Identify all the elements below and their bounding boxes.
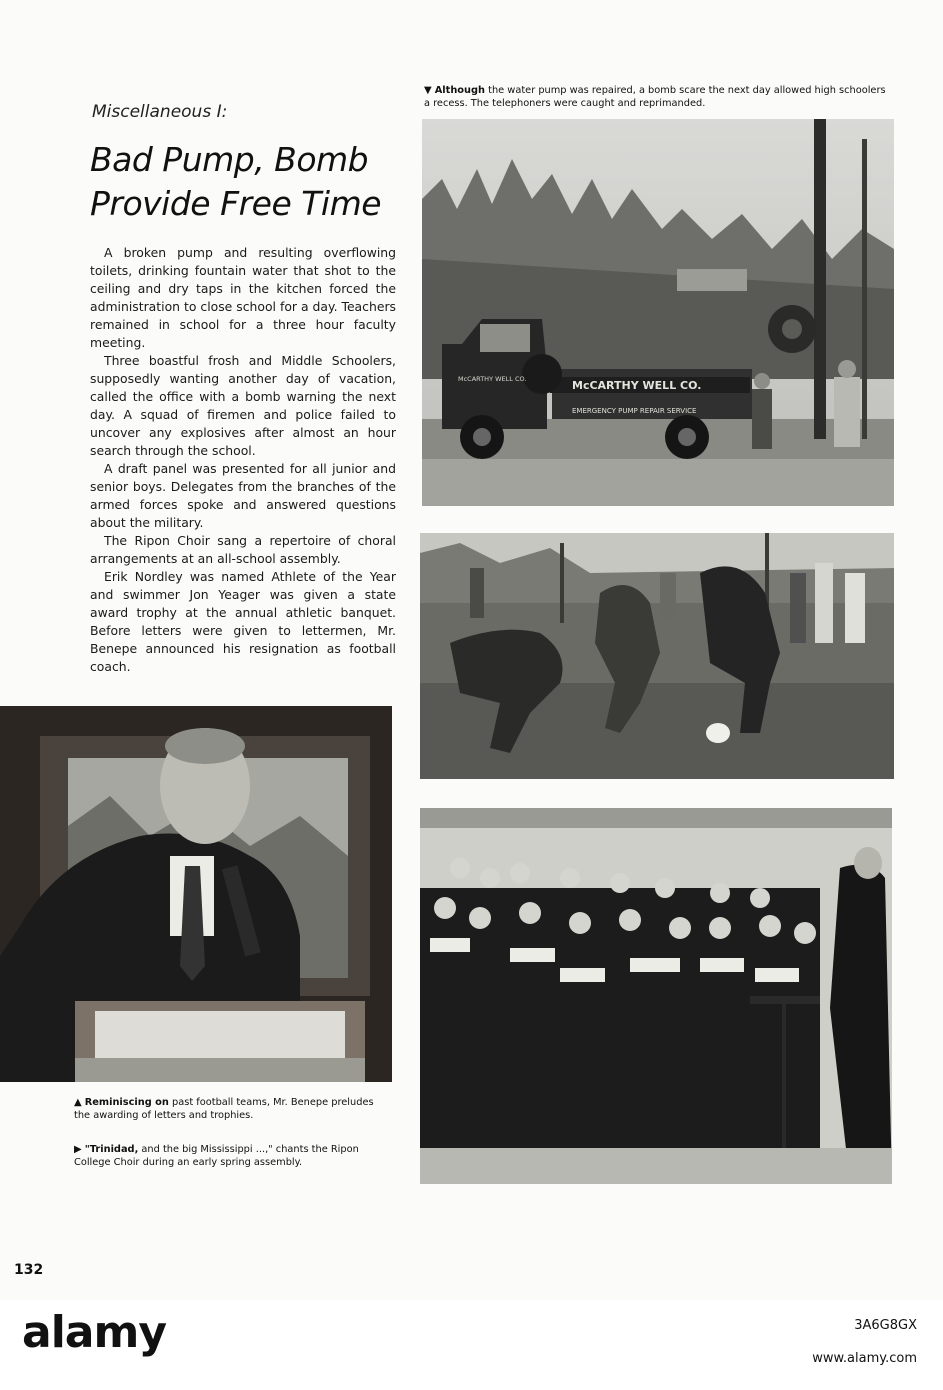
alamy-logo: alamy — [22, 1307, 166, 1358]
triangle-right-icon: ▶ — [74, 1144, 82, 1155]
paragraph: The Ripon Choir sang a repertoire of choral arrangements at an all-school assembly. — [90, 533, 396, 566]
truck-banner-text: McCARTHY WELL CO. — [572, 379, 702, 392]
photo-choir — [420, 808, 892, 1184]
photo-speaker — [0, 706, 392, 1082]
article-body — [90, 244, 396, 676]
truck-sub-text: EMERGENCY PUMP REPAIR SERVICE — [572, 407, 697, 415]
triangle-down-icon: ▼ — [424, 85, 432, 96]
photo-pump-truck — [422, 119, 894, 506]
caption-speaker: ▲ Reminiscing on past football teams, Mr. Benepe preludes the awarding of letters and trophies. — [74, 1097, 374, 1121]
truck-door-text: McCARTHY WELL CO. — [458, 375, 527, 383]
photo-lawn-game — [420, 533, 894, 779]
paragraph: A broken pump and resulting overflowing toilets, drinking fountain water that shot to the ceiling and dry taps in the kitchen forced the administration to close school for a day. Teachers remained in school for a three hour faculty meeting. — [90, 245, 396, 350]
page-number: 132 — [14, 1262, 44, 1278]
image-id: 3A6G8GX — [854, 1318, 917, 1333]
site-url: www.alamy.com — [812, 1351, 917, 1366]
triangle-up-icon: ▲ — [74, 1097, 82, 1108]
paragraph: Erik Nordley was named Athlete of the Year and swimmer Jon Yeager was given a state award trophy at the annual athletic banquet. Before letters were given to lettermen, Mr. Benepe announced his resignation as football coach. — [90, 569, 396, 674]
paragraph: Three boastful frosh and Middle Schoolers, supposedly wanting another day of vacation, called the office with a bomb warning the next day. A squad of firemen and police failed to uncover any explosives after almost an hour search through the school. — [90, 353, 396, 458]
paragraph: A draft panel was presented for all junior and senior boys. Delegates from the branches of the armed forces spoke and answered questions about the military. — [90, 461, 396, 530]
caption-truck: ▼ Although the water pump was repaired, a bomb scare the next day allowed high schoolers a recess. The telephoners were caught and reprimanded. — [424, 85, 886, 109]
kicker: Miscellaneous I: — [92, 102, 228, 122]
caption-choir: ▶ "Trinidad, and the big Mississippi ...," chants the Ripon College Choir during an early spring assembly. — [74, 1144, 359, 1168]
headline: Bad Pump, Bomb Provide Free Time — [90, 140, 382, 223]
